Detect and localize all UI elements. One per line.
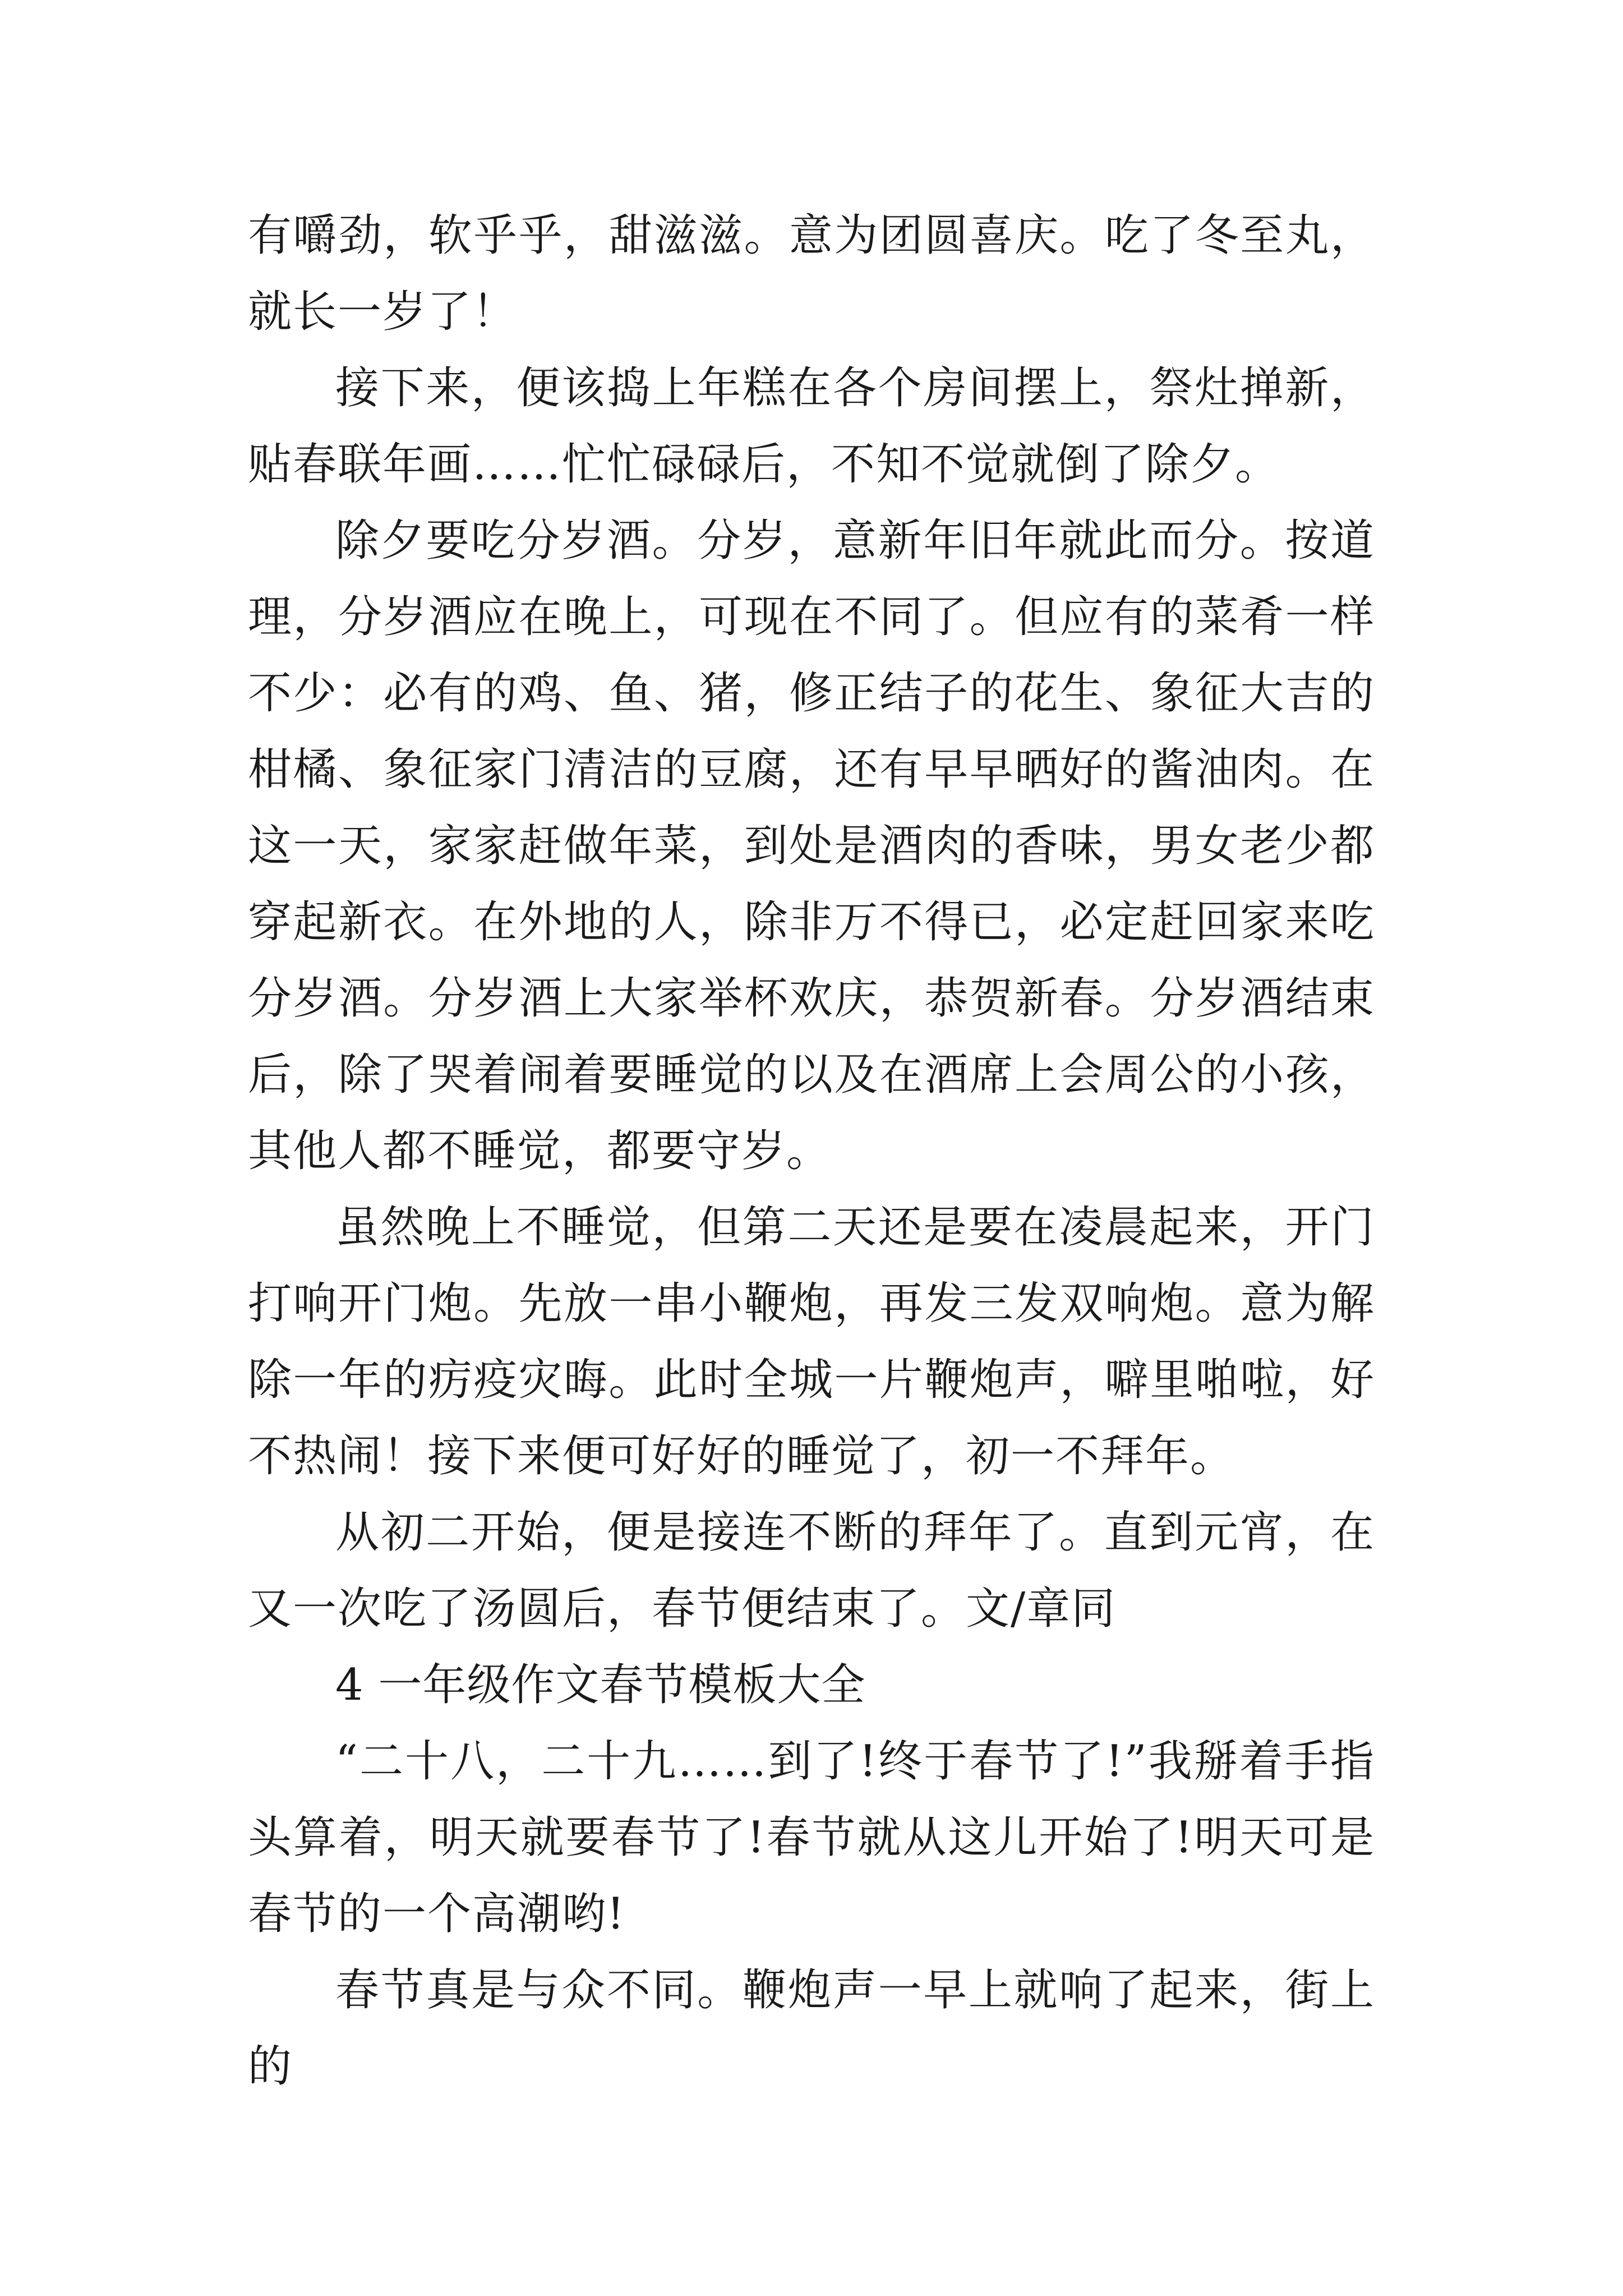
paragraph-5: 从初二开始，便是接连不断的拜年了。直到元宵，在又一次吃了汤圆后，春节便结束了。文/章同: [248, 1507, 1375, 1634]
paragraph-1: 有嚼劲，软乎乎，甜滋滋。意为团圆喜庆。吃了冬至丸，就长一岁了！: [248, 210, 1375, 337]
section-heading: 4 一年级作文春节模板大全: [335, 1660, 866, 1710]
paragraph-4: 虽然晚上不睡觉，但第二天还是要在凌晨起来，开门打响开门炮。先放一串小鞭炮，再发三发双响炮。意为解除一年的疠疫灾晦。此时全城一片鞭炮声，噼里啪啦，好不热闹！接下来便可好好的睡觉了，初一不拜年。: [248, 1202, 1375, 1481]
document-body: [248, 197, 1375, 2105]
paragraph-2: 接下来，便该捣上年糕在各个房间摆上，祭灶掸新，贴春联年画……忙忙碌碌后，不知不觉就倒了除夕。: [248, 363, 1375, 490]
paragraph-7: 春节真是与众不同。鞭炮声一早上就响了起来，街上的: [248, 1965, 1375, 2092]
paragraph-6: “二十八，二十九……到了!终于春节了!”我掰着手指头算着，明天就要春节了!春节就从这儿开始了!明天可是春节的一个高潮哟!: [248, 1736, 1375, 1939]
paragraph-3: 除夕要吃分岁酒。分岁，意新年旧年就此而分。按道理，分岁酒应在晚上，可现在不同了。但应有的菜肴一样不少：必有的鸡、鱼、猪，修正结子的花生、象征大吉的柑橘、象征家门清洁的豆腐，还有早早晒好的酱油肉。在这一天，家家赶做年菜，到处是酒肉的香味，男女老少都穿起新衣。在外地的人，除非万不得已，必定赶回家来吃分岁酒。分岁酒上大家举杯欢庆，恭贺新春。分岁酒结束后，除了哭着闹着要睡觉的以及在酒席上会周公的小孩，其他人都不睡觉，都要守岁。: [248, 516, 1375, 1176]
